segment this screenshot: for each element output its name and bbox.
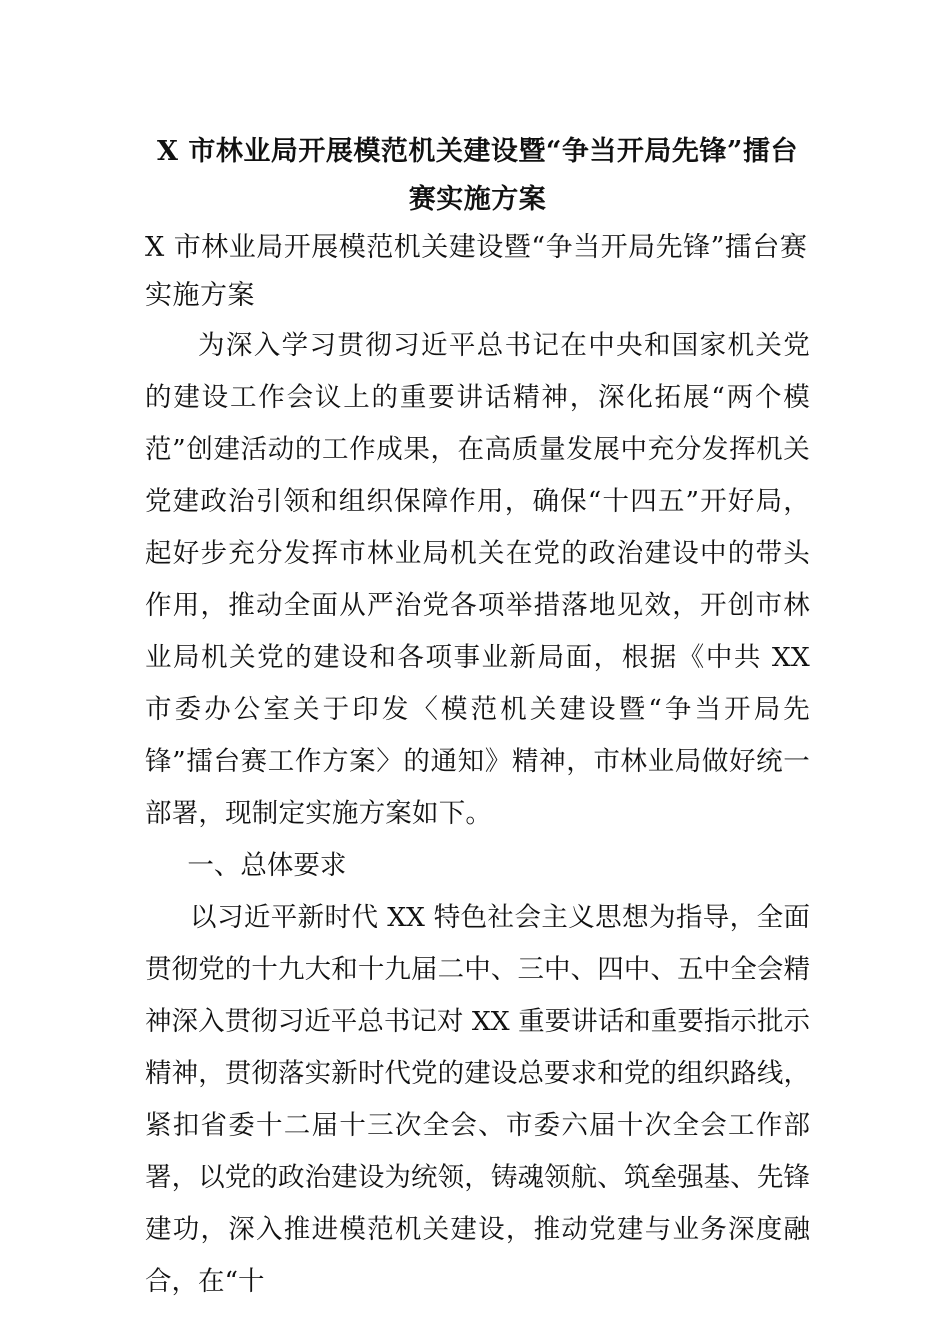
document-page [145, 128, 810, 1308]
document-title-repeat: X 市林业局开展模范机关建设暨“争当开局先锋”擂台赛实施方案 [145, 232, 808, 311]
section-paragraph: 以习近平新时代 XX 特色社会主义思想为指导，全面贯彻党的十九大和十九届二中、三中、四中、五中全会精神深入贯彻习近平总书记对 XX 重要讲话和重要指示批示精神，贯彻落实新时代党的建设总要求和党的组织路线，紧扣省委十二届十三次全会、市委六届十次全会工作部署，以党的政治建设为统领，铸魂领航、筑垒强基、先锋建功，深入推进模范机关建设，推动党建与业务深度融合，在“十 [145, 902, 810, 1297]
section-heading: 一、总体要求 [187, 850, 347, 881]
document-title: X 市林业局开展模范机关建设暨“争当开局先锋”擂台赛实施方案 [157, 136, 798, 215]
intro-paragraph: 为深入学习贯彻习近平总书记在中央和国家机关党的建设工作会议上的重要讲话精神，深化拓展“两个模范”创建活动的工作成果，在高质量发展中充分发挥机关党建政治引领和组织保障作用，确保“十四五”开好局，起好步充分发挥市林业局机关在党的政治建设中的带头作用，推动全面从严治党各项举措落地见效，开创市林业局机关党的建设和各项事业新局面，根据《中共 XX 市委办公室关于印发〈模范机关建设暨“争当开局先锋”擂台赛工作方案〉的通知》精神，市林业局做好统一部署，现制定实施方案如下。 [145, 330, 810, 829]
